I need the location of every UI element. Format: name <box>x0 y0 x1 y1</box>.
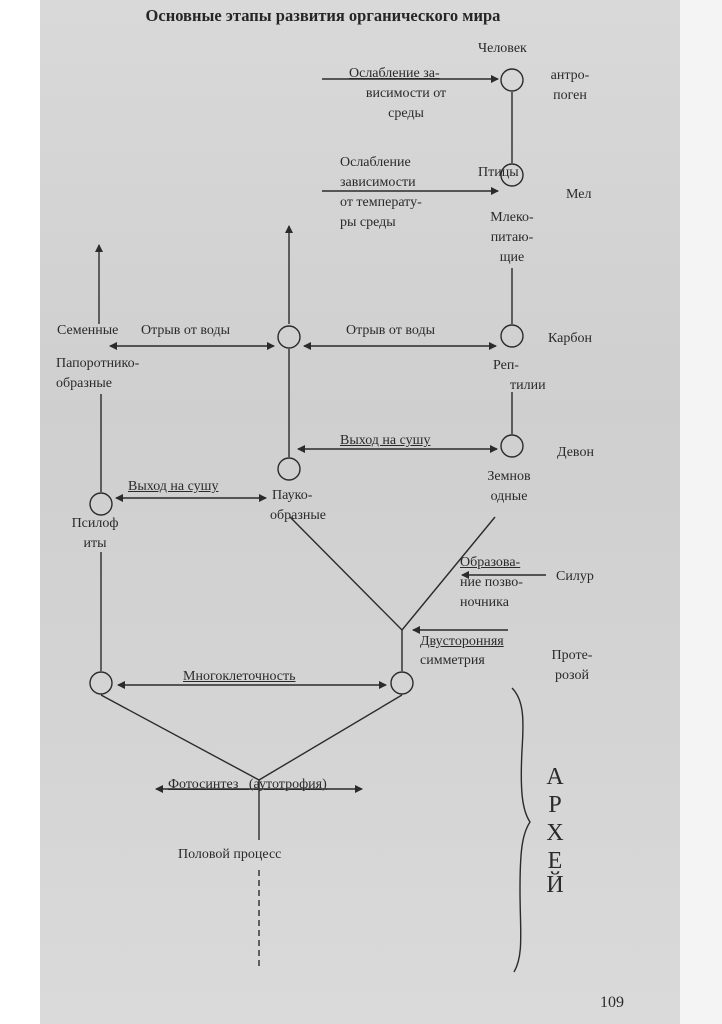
label-mammals: Млеко- питаю- щие <box>490 210 534 265</box>
label-arachnids: Пауко- образные <box>270 488 326 523</box>
label-temp-independence: Ослабление зависимости от температу- ры среды <box>340 155 422 230</box>
archean-letter-1: А <box>546 764 564 790</box>
label-env-independence: Ослабление за- <box>349 66 440 81</box>
node-psilophytes <box>90 493 112 515</box>
archean-letter-3: Х <box>546 820 564 846</box>
era-silurian: Силур <box>556 569 594 584</box>
archean-letter-5: Й <box>546 872 564 898</box>
node-multicell-right <box>391 672 413 694</box>
era-anthropogen: антро- поген <box>550 68 590 103</box>
archean-letter-4: Е <box>547 848 563 874</box>
label-break-water-right: Отрыв от воды <box>346 323 435 338</box>
page-number: 109 <box>600 994 624 1011</box>
label-human: Человек <box>478 41 527 56</box>
label-sexual-process: Половой процесс <box>178 847 282 862</box>
label-seed-plants: Семенные <box>57 323 119 338</box>
line-arachnid-v <box>290 517 402 630</box>
label-psilophytes: Псилоф иты <box>71 516 119 551</box>
label-amphibians: Земнов одные <box>487 469 531 504</box>
node-amphibians <box>501 435 523 457</box>
node-multicell-left <box>90 672 112 694</box>
label-photosynthesis: Фотосинтез (аутотрофия) <box>168 777 327 792</box>
label-break-water-left: Отрыв от воды <box>141 323 230 338</box>
era-devonian: Девон <box>557 445 594 460</box>
label-land-exit-left: Выход на сушу <box>128 479 219 494</box>
archean-letter-2: Р <box>548 792 562 818</box>
node-middle-water <box>278 326 300 348</box>
line-y-left <box>101 695 259 780</box>
label-land-exit-right: Выход на сушу <box>340 433 431 448</box>
label-symmetry: Двусторонняя симметрия <box>420 634 504 668</box>
node-human <box>501 69 523 91</box>
label-env-independence-rest: висимости от среды <box>365 86 447 121</box>
node-reptiles <box>501 325 523 347</box>
label-multicellularity: Многоклеточность <box>183 669 296 684</box>
era-cretaceous: Мел <box>566 187 592 202</box>
label-birds: Птицы <box>478 165 519 180</box>
archean-brace <box>512 688 530 972</box>
node-arachnids <box>278 458 300 480</box>
label-spine: Образова- ние позво- ночника <box>460 555 523 610</box>
era-proterozoic: Проте- розой <box>551 648 593 683</box>
era-carboniferous: Карбон <box>548 331 592 346</box>
page-title: Основные этапы развития органического мира <box>145 6 501 25</box>
label-reptiles: Реп- тилии <box>493 358 546 393</box>
line-y-right <box>259 695 402 780</box>
label-ferns: Папоротнико- образные <box>56 356 140 391</box>
